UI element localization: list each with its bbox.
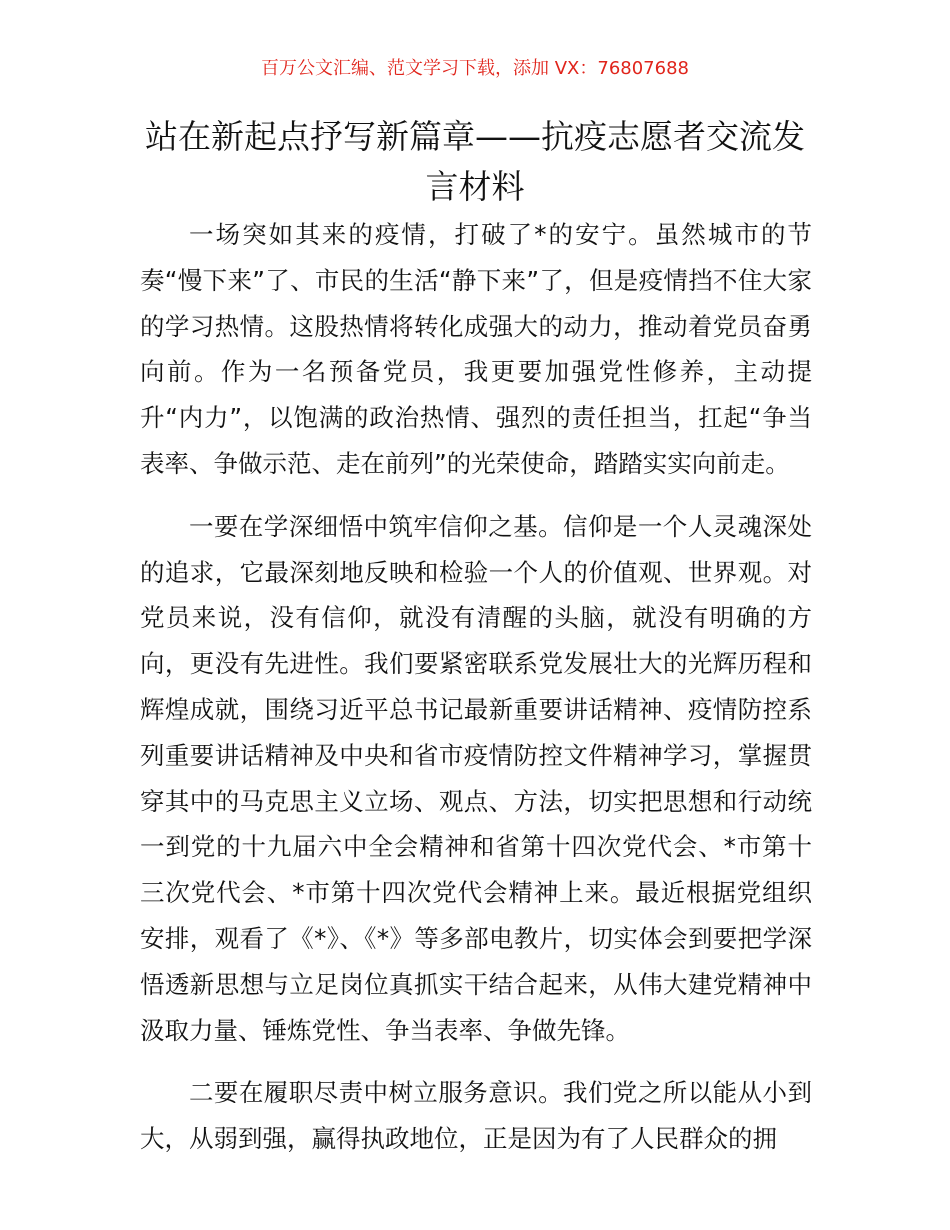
- document-title: 站在新起点抒写新篇章——抗疫志愿者交流发言材料: [145, 117, 805, 206]
- paragraph: 二要在履职尽责中树立服务意识。我们党之所以能从小到大，从弱到强，赢得执政地位，正是因为有了人民群众的拥: [140, 1078, 812, 1154]
- header-watermark: 百万公文汇编、范文学习下载，添加 VX：76807688: [261, 58, 689, 79]
- document-body: [140, 212, 812, 1179]
- paragraph: 一要在学深细悟中筑牢信仰之基。信仰是一个人灵魂深处的追求，它最深刻地反映和检验一个人的价值观、世界观。对党员来说，没有信仰，就没有清醒的头脑，就没有明确的方向，更没有先进性。我们要紧密联系党发展壮大的光辉历程和辉煌成就，围绕习近平总书记最新重要讲话精神、疫情防控系列重要讲话精神及中央和省市疫情防控文件精神学习，掌握贯穿其中的马克思主义立场、观点、方法，切实把思想和行动统一到党的十九届六中全会精神和省第十四次党代会、*市第十三次党代会、*市第十四次党代会精神上来。最近根据党组织安排，观看了《*》、《*》等多部电教片，切实体会到要把学深悟透新思想与立足岗位真抓实干结合起来，从伟大建党精神中汲取力量、锤炼党性、争当表率、争做先锋。: [140, 511, 812, 1045]
- paragraph: 一场突如其来的疫情，打破了*的安宁。虽然城市的节奏“慢下来”了、市民的生活“静下来”了，但是疫情挡不住大家的学习热情。这股热情将转化成强大的动力，推动着党员奋勇向前。作为一名预备党员，我更要加强党性修养，主动提升“内力”，以饱满的政治热情、强烈的责任担当，扛起“争当表率、争做示范、走在前列”的光荣使命，踏踏实实向前走。: [140, 220, 812, 478]
